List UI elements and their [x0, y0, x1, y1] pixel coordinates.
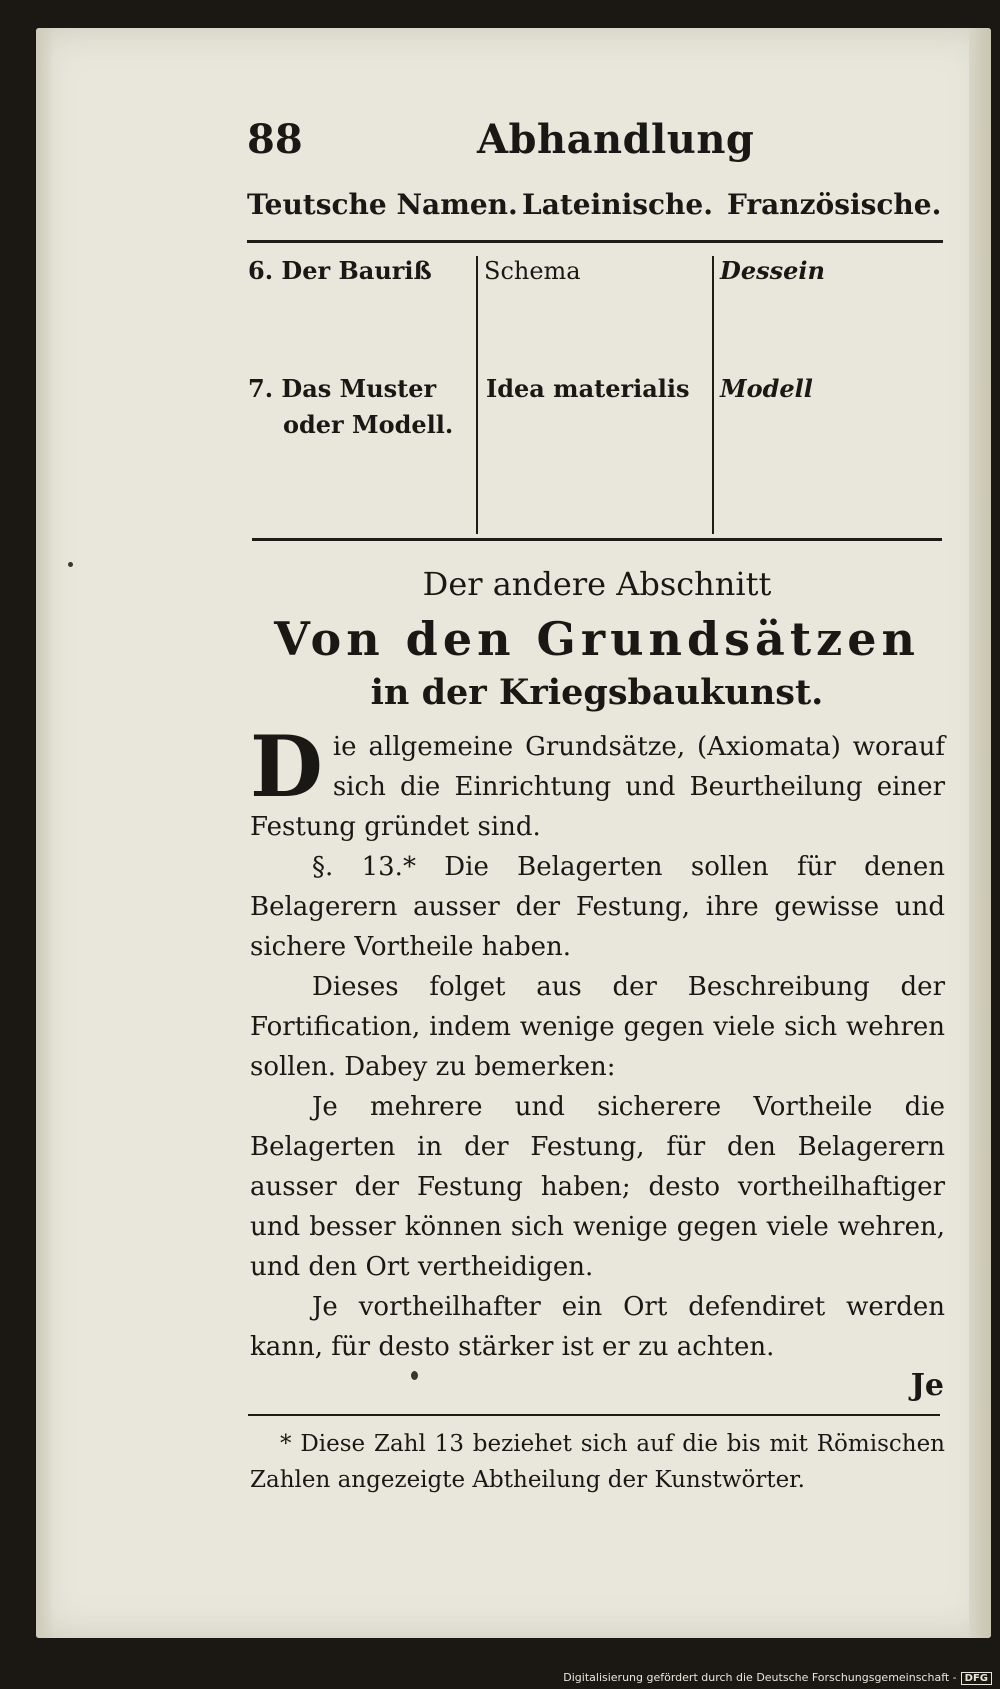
running-title: Abhandlung: [477, 116, 755, 163]
table-cell-german: 7. Das Muster: [248, 374, 437, 403]
section-kicker: Der andere Abschnitt: [422, 565, 772, 603]
column-header-french: Französische.: [727, 188, 942, 221]
paper-speck: [68, 562, 73, 567]
table-top-rule: [247, 240, 943, 243]
body-text: [250, 717, 945, 1367]
gutter-shadow: [36, 28, 54, 1638]
table-cell-german: oder Modell.: [283, 410, 454, 439]
footnote: * Diese Zahl 13 beziehet sich auf die bis mit Römischen Zahlen angezeigte Abtheilung der Kunstwörter.: [250, 1431, 945, 1493]
table-header: [247, 188, 947, 228]
catchword: Je: [910, 1368, 944, 1403]
paragraph-text: ie allgemeine Grundsätze, (Axiomata) worauf sich die Einrichtung und Beurtheilung einer Festung gründet sind.: [250, 732, 945, 842]
table-column-divider-1: [476, 256, 478, 534]
table-cell-german: 6. Der Bauriß: [248, 256, 432, 285]
table-bottom-rule: [252, 538, 942, 541]
table-cell-french: Dessein: [720, 256, 825, 285]
paragraph: §. 13.* Die Belagerten sollen für denen Belagerern ausser der Festung, ihre gewisse und sichere Vortheile haben.: [250, 852, 945, 962]
page-number: 88: [247, 116, 303, 163]
table-cell-latin: Idea materialis: [486, 374, 690, 403]
running-head: [247, 116, 947, 166]
column-header-german: Teutsche Namen.: [247, 188, 518, 221]
paragraph: Je vortheilhafter ein Ort defendiret werden kann, für desto stärker ist er zu achten.: [250, 1292, 945, 1362]
credit-text: Digitalisierung gefördert durch die Deutsche Forschungsgemeinschaft -: [563, 1671, 957, 1684]
drop-cap: D: [250, 717, 323, 816]
dfg-logo: DFG: [961, 1672, 992, 1685]
column-header-latin: Lateinische.: [522, 188, 713, 221]
paragraph: Je mehrere und sicherere Vortheile die Belagerten in der Festung, für den Belagerern ausser der Festung haben; desto vortheilhaftiger und besser können sich wenige gegen viele wehren, und den Ort vertheidigen.: [250, 1092, 945, 1282]
section-title: Von den Grundsätzen: [274, 612, 920, 666]
digitization-credit: [563, 1671, 992, 1685]
table-cell-latin: Schema: [484, 257, 581, 285]
section-subtitle: in der Kriegsbaukunst.: [370, 672, 824, 713]
paper-speck: [411, 1371, 418, 1380]
paragraph: Dieses folget aus der Beschreibung der Fortification, indem wenige gegen viele sich wehren sollen. Dabey zu bemerken:: [250, 972, 945, 1082]
table-cell-french: Modell: [720, 374, 813, 403]
table-column-divider-2: [712, 256, 714, 534]
page-edge: [969, 28, 991, 1638]
footnote-rule: [248, 1414, 940, 1416]
paragraph: [250, 717, 945, 847]
